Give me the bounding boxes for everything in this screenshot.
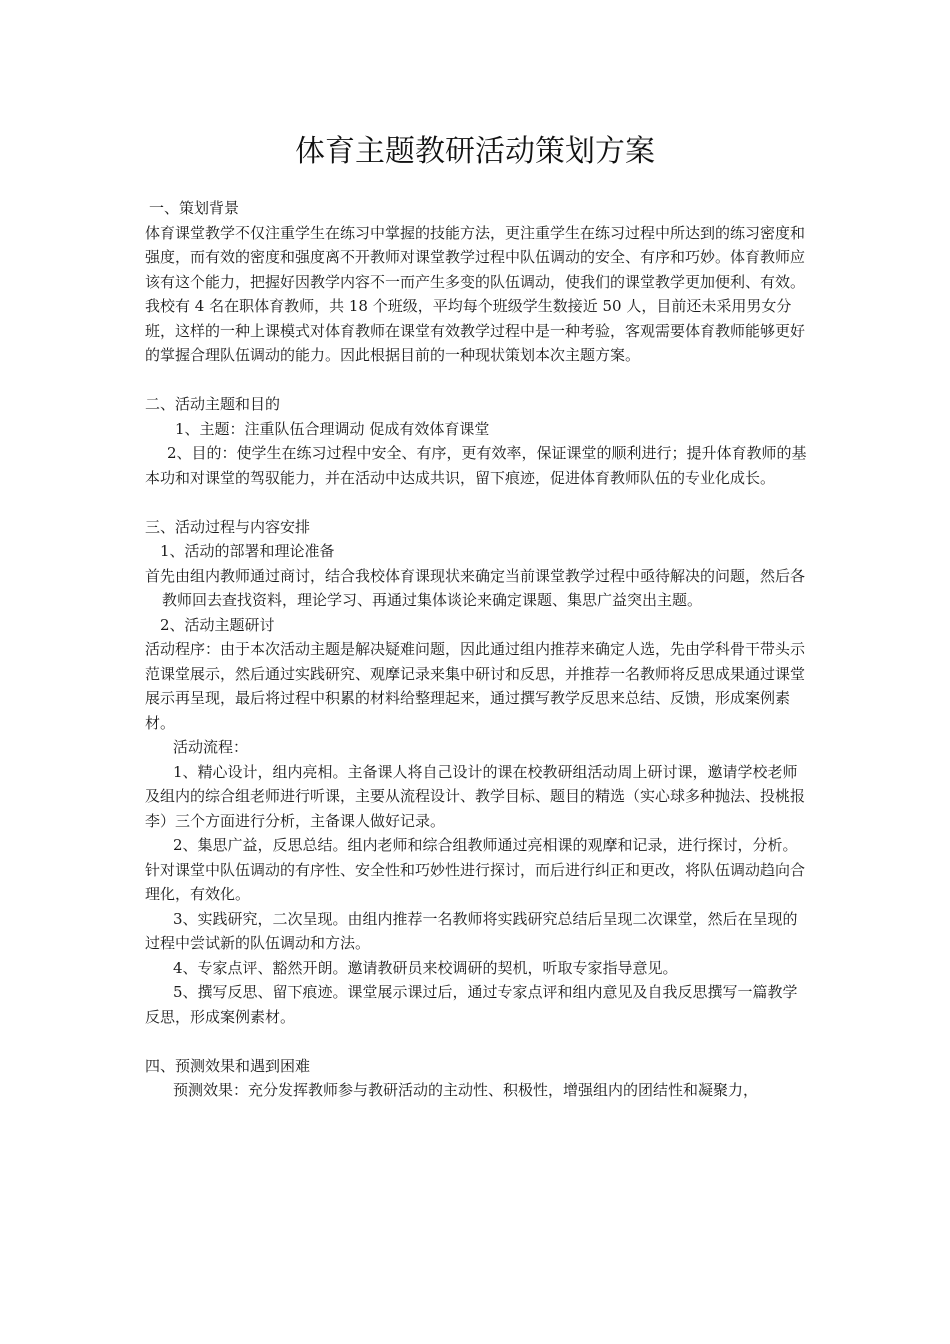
flow-step-1: 1、精心设计，组内亮相。主备课人将自己设计的课在校教研组活动周上研讨课，邀请学校老师及组内的综合组老师进行听课，主要从流程设计、教学目标、题目的精选（实心球多种抛法、投桃报李）三个方面进行分析，主备课人做好记录。 [145,762,806,830]
flow-step-3: 3、实践研究，二次呈现。由组内推荐一名教师将实践研究总结后呈现二次课堂，然后在呈现的过程中尝试新的队伍调动和方法。 [145,909,798,952]
flow-step-4: 4、专家点评、豁然开朗。邀请教研员来校调研的契机，听取专家指导意见。 [173,958,678,977]
purpose-item: 2、目的：使学生在练习过程中安全、有序，更有效率，保证课堂的顺利进行；提升体育教师的基本功和对课堂的驾驭能力，并在活动中达成共识，留下痕迹，促进体育教师队伍的专业化成长。 [145,444,807,487]
blank-line [145,1029,809,1054]
flow-heading: 活动流程： [173,738,249,756]
blank-line [145,490,809,515]
paragraph-effects: 预测效果：充分发挥教师参与教研活动的主动性、积极性，增强组内的团结性和凝聚力， [173,1081,759,1099]
flow-step-5: 5、撰写反思、留下痕迹。课堂展示课过后，通过专家点评和组内意见及自我反思撰写一篇教学反思，形成案例素材。 [145,983,798,1026]
paragraph-procedure: 活动程序：由于本次活动主题是解决疑难问题，因此通过组内推荐来确定人选，先由学科骨干带头示范课堂展示，然后通过实践研究、观摩记录来集中研讨和反思，并推荐一名教师将反思成果通过课堂展示再呈现，最后将过程中积累的材料给整理起来，通过撰写教学反思来总结、反馈，形成案例素材。 [145,640,806,732]
blank-line [145,368,809,393]
paragraph-background-2: 我校有 4 名在职体育教师，共 18 个班级，平均每个班级学生数接近 50 人，目前还未采用男女分班，这样的一种上课模式对体育教师在课堂有效教学过程中是一种考验，客观需要体育教师能够更好的掌握合理队伍调动的能力。因此根据目前的一种现状策划本次主题方案。 [145,297,806,364]
paragraph-background-1: 体育课堂教学不仅注重学生在练习中掌握的技能方法，更注重学生在练习过程中所达到的练习密度和强度，而有效的密度和强度离不开教师对课堂教学过程中队伍调动的安全、有序和巧妙。体育教师应该有这个能力，把握好因教学内容不一而产生多变的队伍调动，使我们的课堂教学更加便利、有效。 [145,223,806,291]
subheading-research: 2、活动主题研讨 [160,615,275,634]
theme-item: 1、主题：注重队伍合理调动 促成有效体育课堂 [175,419,490,438]
document-body [145,196,809,1103]
subheading-preparation: 1、活动的部署和理论准备 [160,542,335,560]
paragraph-preparation: 首先由组内教师通过商讨，结合我校体育课现状来确定当前课堂教学过程中亟待解决的问题，然后各教师回去查找资料，理论学习、再通过集体谈论来确定课题、集思广益突出主题。 [145,566,806,609]
flow-step-2: 2、集思广益，反思总结。组内老师和综合组教师通过亮相课的观摩和记录，进行探讨，分析。针对课堂中队伍调动的有序性、安全性和巧妙性进行探讨，而后进行纠正和更改，将队伍调动趋向合理化，有效化。 [145,836,806,903]
section-heading-effects: 四、预测效果和遇到困难 [145,1056,311,1075]
section-heading-background: 一、策划背景 [149,199,240,217]
section-heading-process: 三、活动过程与内容安排 [145,517,311,536]
section-heading-theme: 二、活动主题和目的 [145,395,281,413]
document-title: 体育主题教研活动策划方案 [295,134,655,169]
